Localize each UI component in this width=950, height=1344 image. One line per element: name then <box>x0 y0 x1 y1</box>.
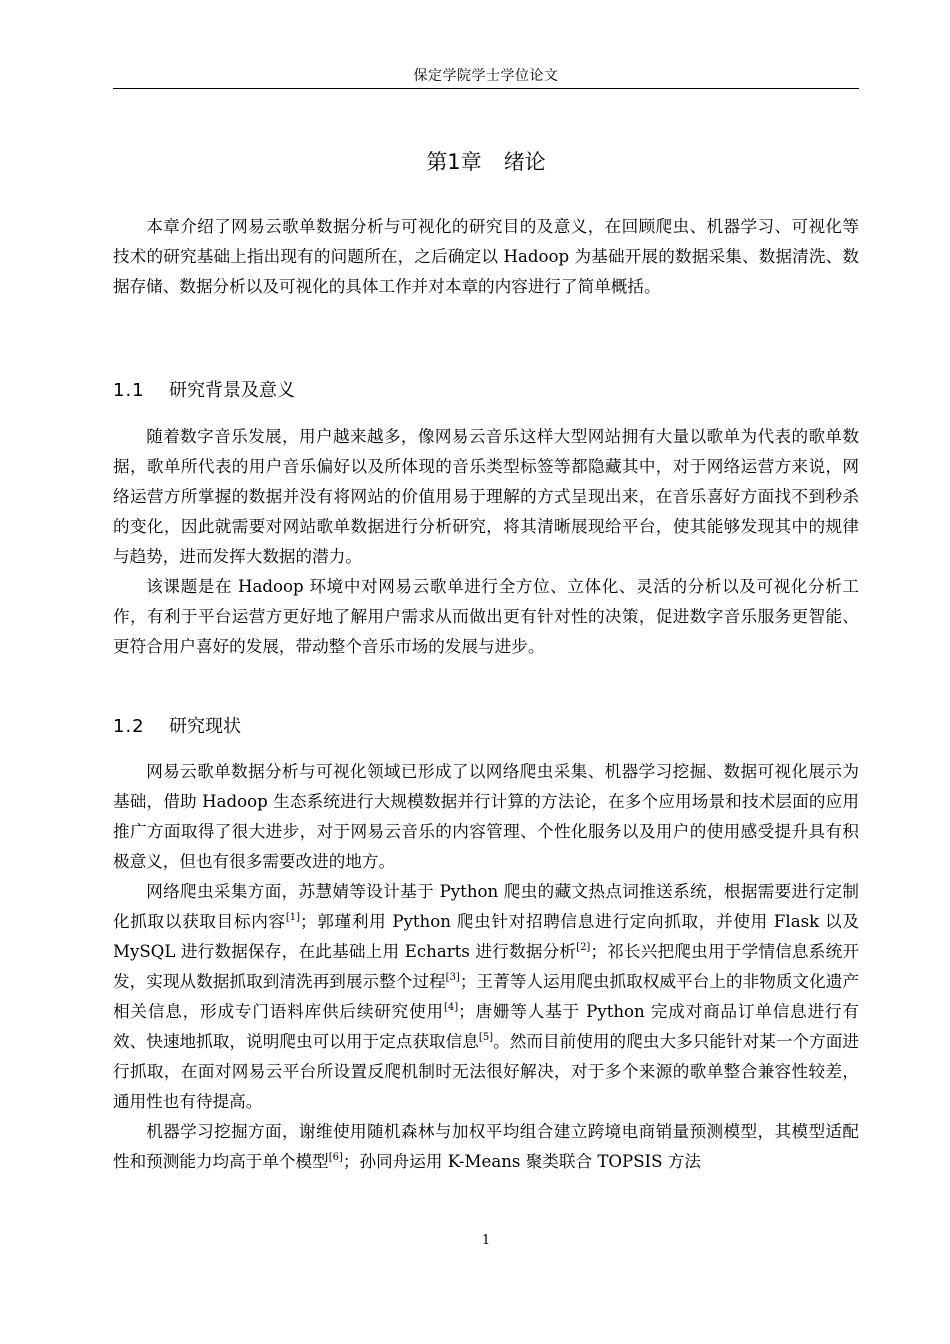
body-paragraph: 该课题是在 Hadoop 环境中对网易云歌单进行全方位、立体化、灵活的分析以及可视化分析工作，有利于平台运营方更好地了解用户需求从而做出更有针对性的决策，促进数字音乐服务更智能、更符合用户喜好的发展，带动整个音乐市场的发展与进步。 <box>113 577 859 656</box>
section-number: 1.1 <box>113 380 145 401</box>
citation-ref[interactable]: [2] <box>576 942 591 953</box>
body-paragraph-citations: 机器学习挖掘方面，谢维使用随机森林与加权平均组合建立跨境电商销量预测模型，其模型适配性和预测能力均高于单个模型[6]；孙同舟运用 K-Means 聚类联合 TOPSIS 方法 <box>113 1122 859 1171</box>
citation-ref[interactable]: [6] <box>328 1152 343 1163</box>
citation-ref[interactable]: [4] <box>443 1002 459 1013</box>
section-heading-1-2 <box>113 713 859 741</box>
section-1-1-body <box>113 422 859 662</box>
intro-paragraph: 本章介绍了网易云歌单数据分析与可视化的研究目的及意义，在回顾爬虫、机器学习、可视化等技术的研究基础上指出现有的问题所在，之后确定以 Hadoop 为基础开展的数据采集、数据清洗、数据存储、数据分析以及可视化的具体工作并对本章的内容进行了简单概括。 <box>113 217 859 296</box>
page-number: 1 <box>481 1233 491 1248</box>
citation-ref[interactable]: [1] <box>285 912 300 923</box>
body-paragraph-citations: 网络爬虫采集方面，苏慧婧等设计基于 Python 爬虫的藏文热点词推送系统，根据需要进行定制化抓取以获取目标内容[1]；郭瑾利用 Python 爬虫针对招聘信息进行定向抓取，并使用 Flask 以及 MySQL 进行数据保存，在此基础上用 Echarts 进行数据分析[2]；祁长兴把爬虫用于学情信息系统开发，实现从数据抓取到清洗再到展示整个过程[3]；王菁等人运用爬虫抓取权威平台上的非物质文化遗产相关信息，形成专门语料库供后续研究使用[4]；唐姗等人基于 Python 完成对商品订单信息进行有效、快速地抓取，说明爬虫可以用于定点获取信息[5]。然而目前使用的爬虫大多只能针对某一个方面进行抓取，在面对网易云平台所设置反爬机制时无法很好解决，对于多个来源的歌单整合兼容性较差，通用性也有待提高。 <box>113 882 860 1111</box>
chapter-title <box>113 147 859 177</box>
chapter-number: 第1章 <box>426 150 482 174</box>
body-paragraph: 随着数字音乐发展，用户越来越多，像网易云音乐这样大型网站拥有大量以歌单为代表的歌单数据，歌单所代表的用户音乐偏好以及所体现的音乐类型标签等都隐藏其中，对于网络运营方来说，网络运营方所掌握的数据并没有将网站的价值用易于理解的方式呈现出来，在音乐喜好方面找不到秒杀的变化，因此就需要对网站歌单数据进行分析研究，将其清晰展现给平台，使其能够发现其中的规律与趋势，进而发挥大数据的潜力。 <box>113 427 859 566</box>
section-number: 1.2 <box>113 716 145 737</box>
section-title: 研究背景及意义 <box>169 380 295 401</box>
section-title: 研究现状 <box>169 716 241 737</box>
running-header: 保定学院学士学位论文 <box>413 68 559 84</box>
header-rule <box>113 88 859 89</box>
body-paragraph: 网易云歌单数据分析与可视化领域已形成了以网络爬虫采集、机器学习挖掘、数据可视化展示为基础，借助 Hadoop 生态系统进行大规模数据并行计算的方法论，在多个应用场景和技术层面的应用推广方面取得了很大进步，对于网易云音乐的内容管理、个性化服务以及用户的使用感受提升具有积极意义，但也有很多需要改进的地方。 <box>113 762 859 871</box>
citation-ref[interactable]: [3] <box>445 972 460 983</box>
section-1-2-body <box>113 757 859 1177</box>
chapter-intro <box>113 212 859 302</box>
citation-ref[interactable]: [5] <box>478 1032 494 1043</box>
chapter-name: 绪论 <box>503 150 546 174</box>
section-heading-1-1 <box>113 377 859 405</box>
